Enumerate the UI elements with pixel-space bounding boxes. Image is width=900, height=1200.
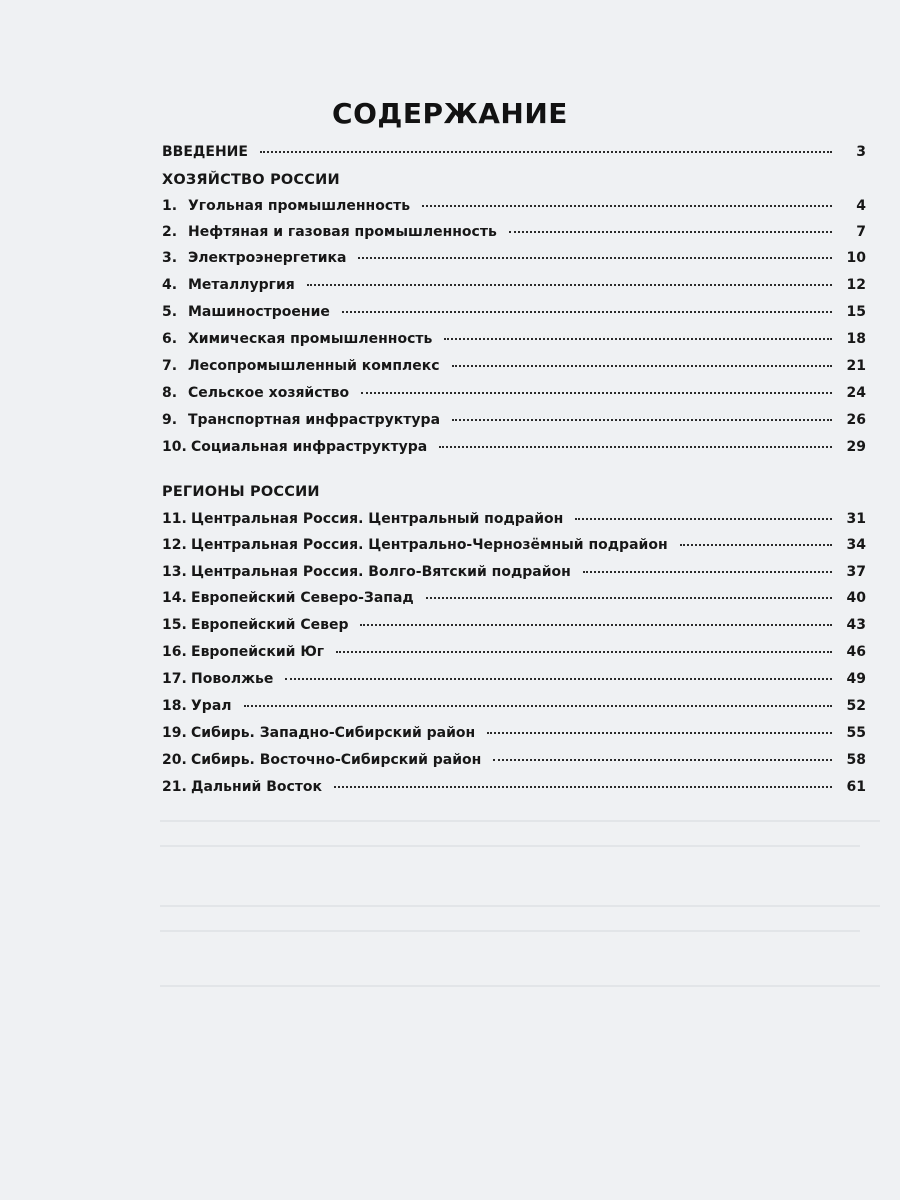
toc-dot-leader: [244, 704, 832, 707]
toc-entry[interactable]: [162, 537, 866, 559]
toc-entry-label: Машиностроение: [188, 304, 330, 320]
toc-entry-number: 9.: [162, 412, 178, 428]
bleed-through-line: [160, 820, 880, 822]
toc-entry-label: Металлургия: [188, 277, 295, 293]
toc-dot-leader: [487, 731, 832, 734]
toc-dot-leader: [285, 677, 832, 680]
toc-page-number: 18: [846, 331, 866, 347]
toc-entry-number: 20.: [162, 752, 187, 768]
toc-page-number: 34: [846, 537, 866, 553]
toc-entry-label: Лесопромышленный комплекс: [188, 358, 440, 374]
toc-page-number: 15: [846, 304, 866, 320]
toc-entry[interactable]: [162, 412, 866, 434]
toc-dot-leader: [361, 391, 832, 394]
toc-entry-label: Электроэнергетика: [188, 250, 347, 266]
section-heading: ХОЗЯЙСТВО РОССИИ: [162, 172, 340, 188]
toc-page-number: 21: [846, 358, 866, 374]
toc-entry-label: Урал: [191, 698, 232, 714]
toc-entry-number: 16.: [162, 644, 187, 660]
toc-entry[interactable]: [162, 779, 866, 801]
toc-dot-leader: [307, 283, 832, 286]
toc-page-number: 40: [846, 590, 866, 606]
toc-entry-number: 14.: [162, 590, 187, 606]
toc-page-number: 52: [846, 698, 866, 714]
toc-entry-number: 11.: [162, 511, 187, 527]
toc-entry-number: 1.: [162, 198, 178, 214]
toc-page-number: 31: [846, 511, 866, 527]
toc-entry-number: 15.: [162, 617, 187, 633]
toc-page-number: 26: [846, 412, 866, 428]
toc-entry-label: Центральная Россия. Волго-Вятский подрайон: [191, 564, 571, 580]
toc-dot-leader: [358, 256, 832, 259]
page-title: СОДЕРЖАНИЕ: [332, 97, 568, 130]
toc-entry-number: 17.: [162, 671, 187, 687]
toc-entry[interactable]: [162, 250, 866, 272]
toc-entry-label: Социальная инфраструктура: [191, 439, 428, 455]
toc-entry-label: Поволжье: [191, 671, 274, 687]
toc-dot-leader: [336, 650, 832, 653]
toc-entry[interactable]: [162, 224, 866, 246]
toc-entry-number: 3.: [162, 250, 178, 266]
toc-entry-label: Европейский Север: [191, 617, 349, 633]
toc-entry-label: Сибирь. Западно-Сибирский район: [191, 725, 476, 741]
toc-entry-label: Центральная Россия. Центральный подрайон: [191, 511, 564, 527]
toc-page-number: 55: [846, 725, 866, 741]
toc-entry[interactable]: [162, 277, 866, 299]
toc-entry[interactable]: [162, 511, 866, 533]
toc-entry-label: Сельское хозяйство: [188, 385, 350, 401]
toc-entry-label: Центральная Россия. Центрально-Чернозёмный подрайон: [191, 537, 668, 553]
toc-dot-leader: [575, 517, 832, 520]
toc-dot-leader: [493, 758, 832, 761]
toc-entry-label: Дальний Восток: [191, 779, 323, 795]
toc-entry[interactable]: [162, 725, 866, 747]
toc-page-number: 46: [846, 644, 866, 660]
toc-entry-label: Транспортная инфраструктура: [188, 412, 441, 428]
bleed-through-line: [160, 930, 860, 932]
toc-entry[interactable]: [162, 752, 866, 774]
toc-dot-leader: [680, 543, 832, 546]
toc-entry[interactable]: [162, 671, 866, 693]
toc-entry[interactable]: [162, 198, 866, 220]
toc-entry[interactable]: [162, 358, 866, 380]
toc-entry[interactable]: [162, 304, 866, 326]
toc-dot-leader: [342, 310, 832, 313]
toc-page-number: 37: [846, 564, 866, 580]
toc-entry-number: 5.: [162, 304, 178, 320]
toc-dot-leader: [360, 623, 832, 626]
toc-page-number: 49: [846, 671, 866, 687]
toc-page-number: 29: [846, 439, 866, 455]
toc-entry-number: 13.: [162, 564, 187, 580]
toc-page-number: 58: [846, 752, 866, 768]
toc-entry-number: 4.: [162, 277, 178, 293]
toc-entry-number: 18.: [162, 698, 187, 714]
toc-entry[interactable]: [162, 590, 866, 612]
toc-entry[interactable]: [162, 698, 866, 720]
toc-entry-label: Нефтяная и газовая промышленность: [188, 224, 497, 240]
toc-entry[interactable]: [162, 439, 866, 461]
toc-entry-number: 12.: [162, 537, 187, 553]
toc-dot-leader: [426, 596, 832, 599]
bleed-through-line: [160, 845, 860, 847]
toc-dot-leader: [452, 364, 832, 367]
toc-dot-leader: [334, 785, 832, 788]
toc-entry-number: 19.: [162, 725, 187, 741]
toc-entry-number: 21.: [162, 779, 187, 795]
toc-entry-label: Химическая промышленность: [188, 331, 433, 347]
toc-dot-leader: [439, 445, 832, 448]
toc-entry-label: Европейский Юг: [191, 644, 325, 660]
section-heading: РЕГИОНЫ РОССИИ: [162, 484, 320, 500]
toc-entry[interactable]: [162, 617, 866, 639]
toc-entry-label: Угольная промышленность: [188, 198, 411, 214]
toc-page-number: 61: [846, 779, 866, 795]
toc-page-number: 3: [856, 144, 866, 160]
toc-entry[interactable]: [162, 564, 866, 586]
bleed-through-line: [160, 905, 880, 907]
toc-entry-label: Сибирь. Восточно-Сибирский район: [191, 752, 482, 768]
toc-entry-label: Европейский Северо-Запад: [191, 590, 414, 606]
toc-dot-leader: [509, 230, 832, 233]
toc-dot-leader: [260, 150, 832, 153]
toc-entry-intro[interactable]: [162, 144, 866, 166]
toc-page-number: 43: [846, 617, 866, 633]
toc-entry[interactable]: [162, 385, 866, 407]
toc-page-number: 10: [846, 250, 866, 266]
toc-dot-leader: [452, 418, 832, 421]
toc-entry[interactable]: [162, 644, 866, 666]
toc-entry-number: 8.: [162, 385, 178, 401]
toc-entry-number: 10.: [162, 439, 187, 455]
toc-page-number: 12: [846, 277, 866, 293]
toc-entry[interactable]: [162, 331, 866, 353]
toc-entry-number: 7.: [162, 358, 178, 374]
toc-entry-number: 2.: [162, 224, 178, 240]
toc-dot-leader: [422, 204, 832, 207]
bleed-through-line: [160, 985, 880, 987]
toc-page-number: 4: [856, 198, 866, 214]
toc-entry-number: 6.: [162, 331, 178, 347]
toc-dot-leader: [583, 570, 832, 573]
toc-dot-leader: [444, 337, 832, 340]
toc-page-number: 7: [856, 224, 866, 240]
toc-page-number: 24: [846, 385, 866, 401]
toc-entry-label: ВВЕДЕНИЕ: [162, 144, 248, 160]
